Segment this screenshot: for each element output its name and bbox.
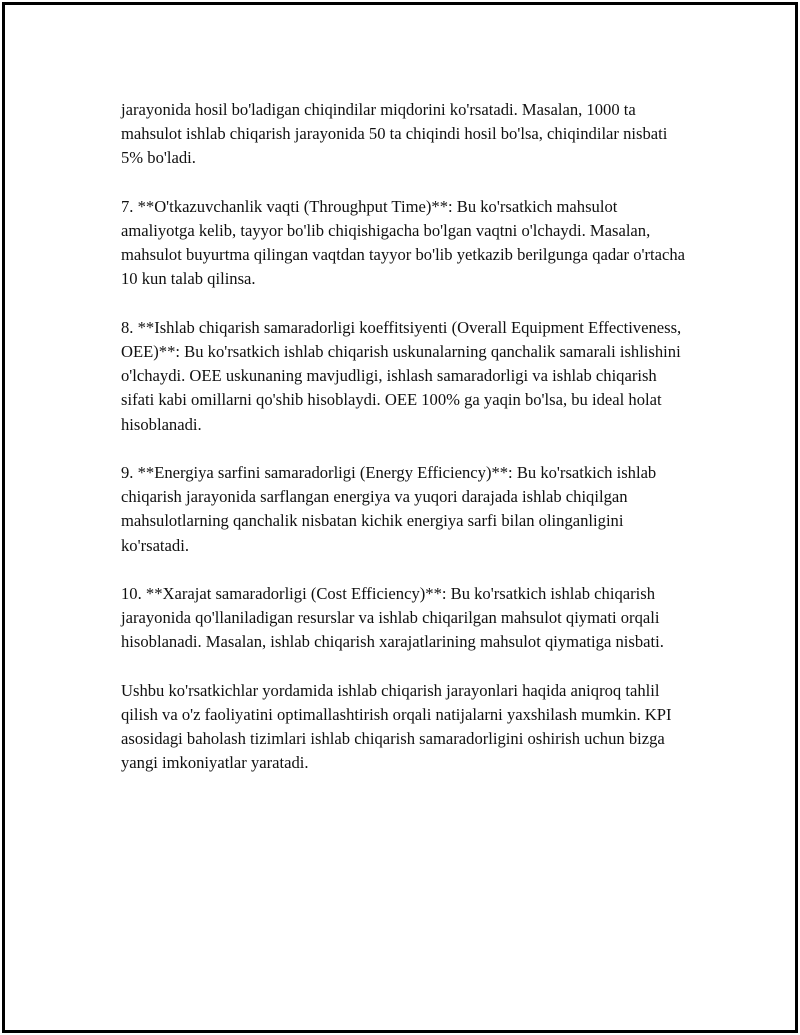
paragraph-throughput-time: 7. **O'tkazuvchanlik vaqti (Throughput Time)**: Bu ko'rsatkich mahsulot amaliyotga kelib, tayyor bo'lib chiqishigacha bo'lgan vaqtni o'lchaydi. Masalan, mahsulot buyurtma qilingan vaqtdan tayyor bo'lib yetkazib berilgunga qadar o'rtacha 10 kun talab qilinsa.: [121, 196, 686, 289]
paragraph-oee: 8. **Ishlab chiqarish samaradorligi koeffitsiyenti (Overall Equipment Effectiveness, OEE)**: Bu ko'rsatkich ishlab chiqarish uskunalarning qanchalik samarali ishlishini o'lchaydi. OEE uskunaning mavjudligi, ishlash samaradorligi va ishlab chiqarish sifati kabi omillarni qo'shib hisoblaydi. OEE 100% ga yaqin bo'lsa, bu ideal holat hisoblanadi.: [121, 317, 682, 434]
page-frame: [2, 2, 798, 1033]
document-body: [121, 98, 691, 800]
paragraph-conclusion: Ushbu ko'rsatkichlar yordamida ishlab chiqarish jarayonlari haqida aniqroq tahlil qilish va o'z faoliyatini optimallashtirish orqali natijalarni yaxshilash mumkin. KPI asosidagi baholash tizimlari ishlab chiqarish samaradorligini oshirish uchun bizga yangi imkoniyatlar yaratadi.: [121, 680, 672, 773]
paragraph-cost-efficiency: 10. **Xarajat samaradorligi (Cost Efficiency)**: Bu ko'rsatkich ishlab chiqarish jarayonida qo'llaniladigan resurslar va ishlab chiqarilgan mahsulot qiymati orqali hisoblanadi. Masalan, ishlab chiqarish xarajatlarining mahsulot qiymatiga nisbati.: [121, 584, 664, 652]
paragraph-energy-efficiency: 9. **Energiya sarfini samaradorligi (Energy Efficiency)**: Bu ko'rsatkich ishlab chiqarish jarayonida sarflangan energiya va yuqori darajada ishlab chiqilgan mahsulotlarning qanchalik nisbatan kichik energiya sarfi bilan olinganligini ko'rsatadi.: [121, 463, 657, 555]
paragraph-waste-ratio: jarayonida hosil bo'ladigan chiqindilar miqdorini ko'rsatadi. Masalan, 1000 ta mahsulot ishlab chiqarish jarayonida 50 ta chiqindi hosil bo'lsa, chiqindilar nisbati 5% bo'ladi.: [121, 100, 668, 168]
